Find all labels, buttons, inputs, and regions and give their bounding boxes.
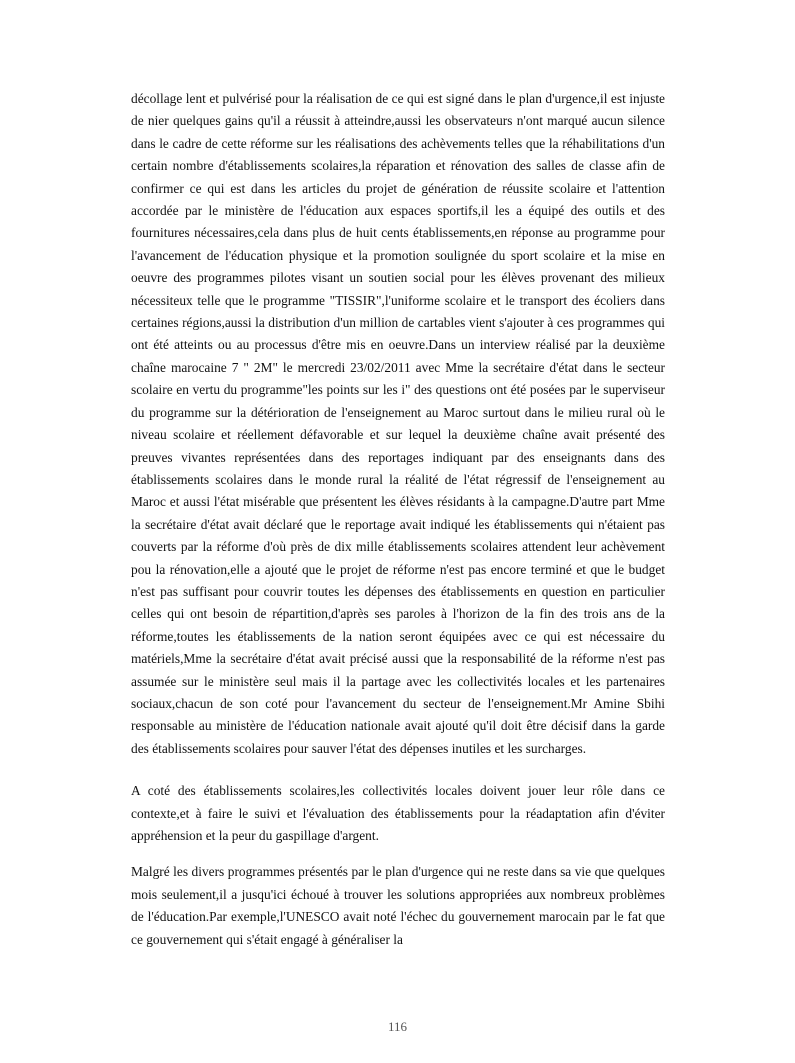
body-paragraph-3: Malgré les divers programmes présentés par le plan d'urgence qui ne reste dans sa vie que quelques mois seulement,il a jusqu'ici échoué à trouver les solutions appropriées aux nombreux problèmes de l'éducation.Par exemple,l'UNESCO avait noté l'échec du gouvernement marocain par le fat que ce gouvernement qui s'était engagé à généraliser la bbox=[131, 864, 665, 947]
body-paragraph-2: A coté des établissements scolaires,les collectivités locales doivent jouer leur rôle dans ce contexte,et à faire le suivi et l'évaluation des établissements pour la réadaptation afin d'éviter appréhension et la peur du gaspillage d'argent. bbox=[131, 783, 665, 843]
page-body bbox=[131, 88, 665, 951]
page-number: 116 bbox=[387, 1019, 408, 1034]
body-paragraph-1: décollage lent et pulvérisé pour la réalisation de ce qui est signé dans le plan d'urgence,il est injuste de nier quelques gains qu'il a réussit à atteindre,aussi les observateurs n'ont marqué aucun silence dans le cadre de cette réforme sur les réalisations des achèvements telles que la réhabilitations d'un certain nombre d'établissements scolaires,la réparation et rénovation des salles de classe afin de confirmer ce qui est dans les articles du projet de génération de réussite scolaire et l'attention accordée par le ministère de l'éducation aux espaces sportifs,il les a équipé des outils et des fournitures nécessaires,cela dans plus de huit cents établissements,en réponse au programme pour l'avancement de l'éducation physique et la promotion soulignée du sport scolaire et la mise en oeuvre des programmes pilotes visant un soutien social pour les élèves provenant des milieux nécessiteux telle que le programme "TISSIR",l'uniforme scolaire et le transport des écoliers dans certaines régions,aussi la distribution d'un million de cartables vient s'ajouter à ces programmes qui ont été atteints ou au processus d'être mis en oeuvre.Dans un interview réalisé par la deuxième chaîne marocaine 7 " 2M" le mercredi 23/02/2011 avec Mme la secrétaire d'état dans le secteur scolaire en vertu du programme"les points sur les i" des questions ont été posées par le superviseur du programme sur la détérioration de l'enseignement au Maroc surtout dans le milieu rural où le niveau scolaire et réellement défavorable et sur lequel la deuxième chaîne avait présenté des preuves vivantes représentées dans des reportages indiquant par des enseignants dans des établissements scolaires dans le monde rural la réalité de l'état régressif de l'enseignement au Maroc et aussi l'état misérable que présentent les élèves résidants à la campagne.D'autre part Mme la secrétaire d'état avait déclaré que le reportage avait indiqué les établissements qui n'étaient pas couverts par la réforme d'où près de dix mille établissements scolaires attendent leur achèvement pou la rénovation,elle a ajouté que le projet de réforme n'est pas encore terminé et que le budget n'est pas suffisant pour couvrir toutes les dépenses des établissements en question en particulier celles qui ont besoin de répartition,d'après ses paroles à l'horizon de la fin des trois ans de la réforme,toutes les établissements de la nation seront équipées avec ce qui est nécessaire du matériels,Mme la secrétaire d'état avait précisé aussi que la responsabilité de la réforme n'est pas assumée sur le ministère seul mais il la partage avec les collectivités locales et les partenaires sociaux,chacun de son coté pour l'avancement du secteur de l'enseignement.Mr Amine Sbihi responsable au ministère de l'éducation nationale avait ajouté qu'il doit être décisif dans la garde des établissements scolaires pour sauver l'état des dépenses inutiles et les surcharges. bbox=[131, 91, 665, 756]
